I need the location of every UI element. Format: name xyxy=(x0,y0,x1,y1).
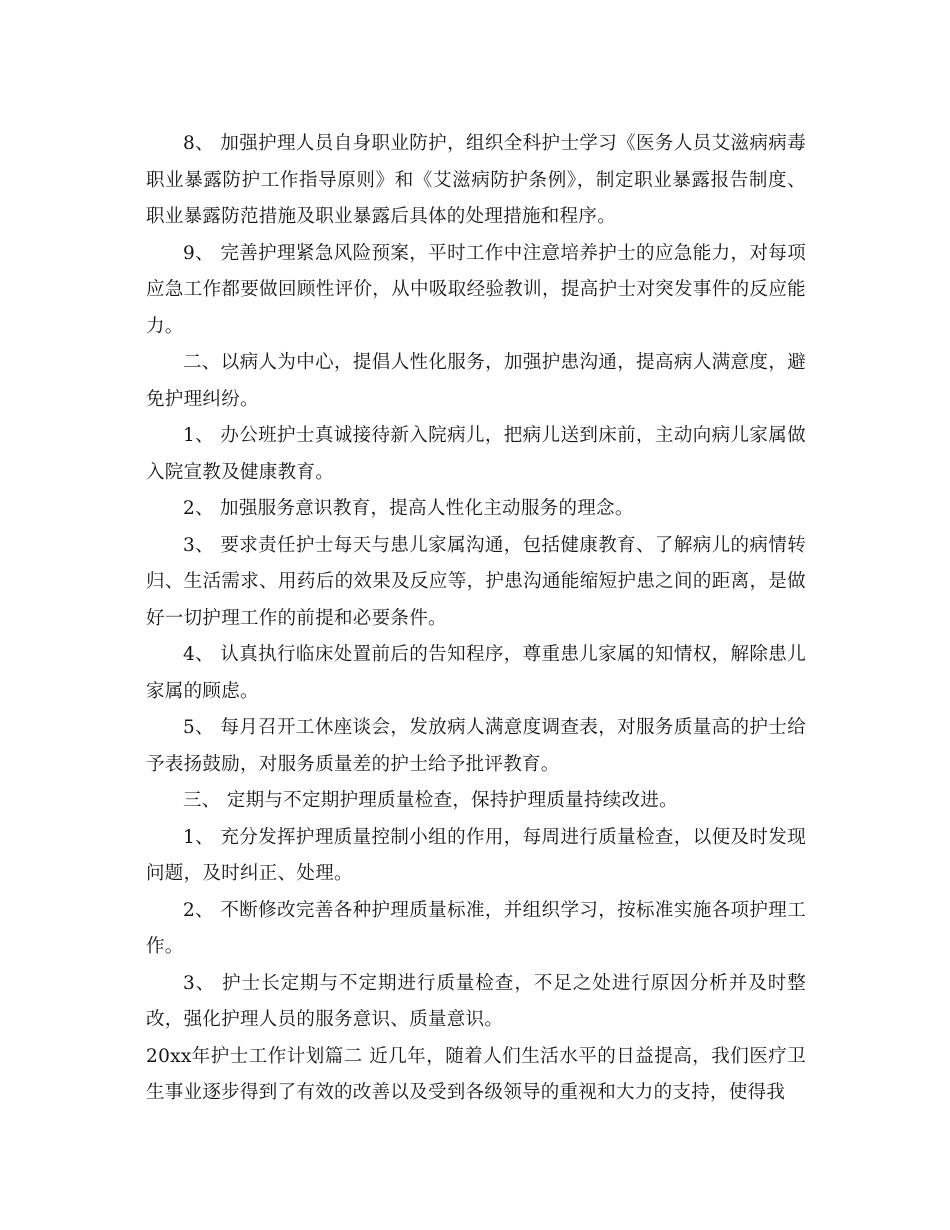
section-heading-2: 二、以病人为中心，提倡人性化服务，加强护患沟通，提高病人满意度，避免护理纠纷。 xyxy=(146,352,806,410)
paragraph-item-3b: 3、 护士长定期与不定期进行质量检查，不足之处进行原因分析并及时整改，强化护理人员的服务意识、质量意识。 xyxy=(146,972,806,1030)
paragraph-item-1: 1、 办公班护士真诚接待新入院病儿，把病儿送到床前，主动向病儿家属做入院宣教及健康教育。 xyxy=(146,425,806,483)
paragraph-item-2b: 2、 不断修改完善各种护理质量标准，并组织学习，按标准实施各项护理工作。 xyxy=(146,899,806,957)
paragraph-item-1b: 1、 充分发挥护理质量控制小组的作用，每周进行质量检查，以便及时发现问题，及时纠正、处理。 xyxy=(146,826,806,884)
paragraph-item-9: 9、 完善护理紧急风险预案，平时工作中注意培养护士的应急能力，对每项应急工作都要做回顾性评价，从中吸取经验教训，提高护士对突发事件的反应能力。 xyxy=(146,242,806,337)
paragraph-item-8: 8、 加强护理人员自身职业防护，组织全科护士学习《医务人员艾滋病病毒职业暴露防护工作指导原则》和《艾滋病防护条例》，制定职业暴露报告制度、职业暴露防范措施及职业暴露后具体的处理措施和程序。 xyxy=(146,133,806,227)
paragraph-item-5: 5、 每月召开工休座谈会，发放病人满意度调查表，对服务质量高的护士给予表扬鼓励，对服务质量差的护士给予批评教育。 xyxy=(146,717,806,775)
paragraph-item-3: 3、 要求责任护士每天与患儿家属沟通，包括健康教育、了解病儿的病情转归、生活需求、用药后的效果及反应等，护患沟通能缩短护患之间的距离，是做好一切护理工作的前提和必要条件。 xyxy=(146,534,806,629)
paragraph-item-2: 2、 加强服务意识教育，提高人性化主动服务的理念。 xyxy=(183,498,634,519)
paragraph-item-4: 4、 认真执行临床处置前后的告知程序，尊重患儿家属的知情权，解除患儿家属的顾虑。 xyxy=(146,644,806,702)
section-heading-3: 三、 定期与不定期护理质量检查，保持护理质量持续改进。 xyxy=(183,790,678,811)
plan-part-two-intro: 20xx年护士工作计划篇二 近几年，随着人们生活水平的日益提高，我们医疗卫生事业逐步得到了有效的改善以及受到各级领导的重视和大力的支持，使得我 xyxy=(146,1045,806,1103)
document-body xyxy=(146,126,806,1112)
